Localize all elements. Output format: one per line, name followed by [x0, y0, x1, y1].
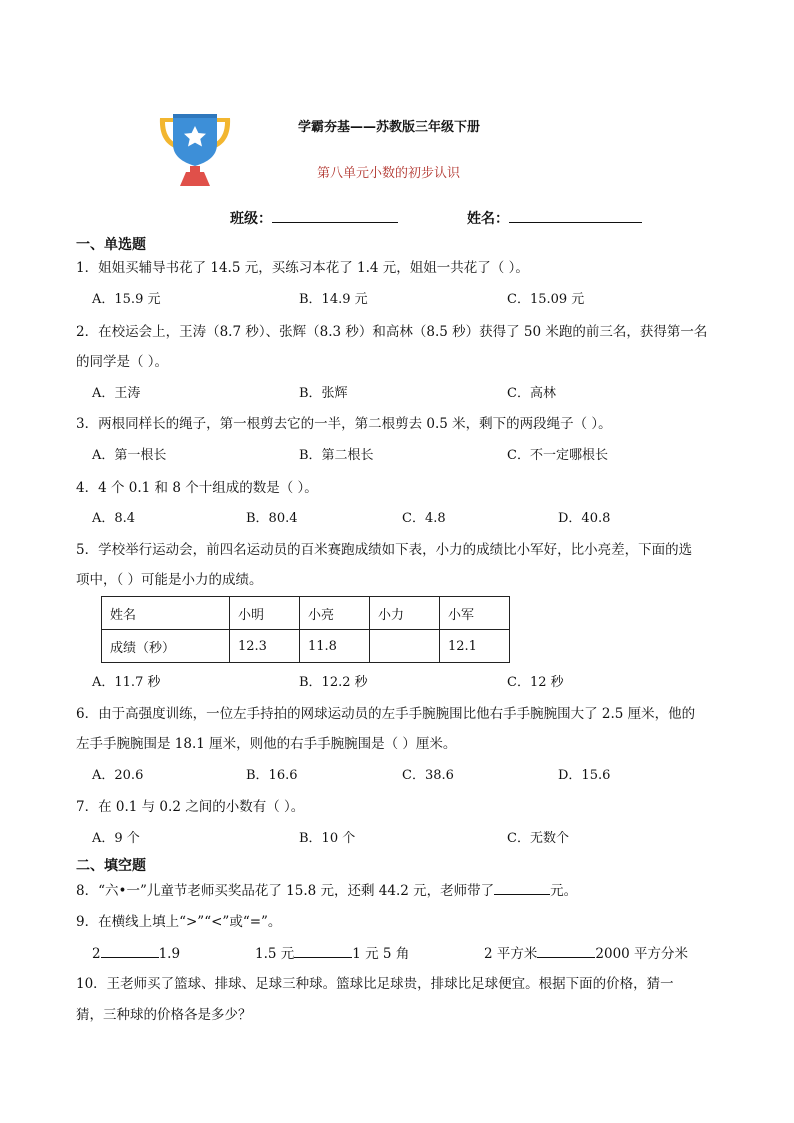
q4-option-d: D．40.8	[558, 511, 611, 526]
q4-stem: 4．4 个 0.1 和 8 个十组成的数是（ ）。	[76, 480, 318, 496]
q9-pair-1-left: 2	[92, 946, 101, 962]
q7-option-c: C．无数个	[507, 831, 569, 846]
section-single-choice: 一、单选题	[76, 237, 146, 253]
q9-pair-3-left: 2 平方米	[484, 946, 538, 962]
q1-option-b: B．14.9 元	[299, 292, 368, 307]
q9-pair-2	[255, 943, 409, 964]
q9-blank-2	[294, 943, 352, 958]
q7-stem: 7．在 0.1 与 0.2 之间的小数有（ ）。	[76, 799, 305, 815]
table-cell: 12.1	[440, 630, 510, 663]
q3-option-b: B．第二根长	[299, 448, 374, 463]
q5-stem-line2: 项中，（ ）可能是小力的成绩。	[76, 572, 263, 588]
table-cell: 小明	[230, 597, 300, 630]
q6-stem-line2: 左手手腕腕围是 18.1 厘米，则他的右手手腕腕围是（ ）厘米。	[76, 736, 457, 752]
q5-stem-line1: 5．学校举行运动会，前四名运动员的百米赛跑成绩如下表，小力的成绩比小军好，比小亮差，下面的选	[76, 542, 693, 558]
class-blank	[272, 208, 398, 223]
q9-pair-1-right: 1.9	[158, 946, 181, 962]
q1-option-c: C．15.09 元	[507, 292, 585, 307]
section-fill-blank: 二、填空题	[76, 858, 146, 874]
q5-option-a: A．11.7 秒	[92, 675, 161, 690]
q6-option-c: C．38.6	[402, 768, 454, 783]
q5-option-c: C．12 秒	[507, 675, 564, 690]
q3-option-a: A．第一根长	[92, 448, 167, 463]
q1-stem: 1．姐姐买辅导书花了 14.5 元，买练习本花了 1.4 元，姐姐一共花了（ ）。	[76, 260, 529, 276]
q9-pair-1	[92, 943, 180, 964]
table-cell: 小军	[440, 597, 510, 630]
q9-pair-2-right: 1 元 5 角	[352, 946, 410, 962]
table-cell: 小力	[370, 597, 440, 630]
q3-stem: 3．两根同样长的绳子，第一根剪去它的一半，第二根剪去 0.5 米，剩下的两段绳子（ ）。	[76, 416, 612, 432]
score-table	[101, 596, 510, 663]
q10-stem-line1: 10．王老师买了篮球、排球、足球三种球。篮球比足球贵，排球比足球便宜。根据下面的价格，猜一	[76, 976, 674, 992]
table-row	[102, 630, 510, 663]
name-blank	[509, 208, 642, 223]
q1-option-a: A．15.9 元	[92, 292, 161, 307]
document-subtitle: 第八单元小数的初步认识	[317, 166, 461, 181]
q2-option-a: A．王涛	[92, 386, 141, 401]
q6-stem-line1: 6．由于高强度训练，一位左手持拍的网球运动员的左手手腕腕围比他右手手腕腕围大了 2.5 厘米，他的	[76, 706, 696, 722]
q10-stem-line2: 猜，三种球的价格各是多少？	[76, 1007, 252, 1023]
q4-option-a: A．8.4	[92, 511, 136, 526]
q5-option-b: B．12.2 秒	[299, 675, 368, 690]
q9-pair-3	[484, 943, 688, 964]
q7-option-a: A．9 个	[92, 831, 140, 846]
q9-blank-1	[101, 943, 159, 958]
q2-stem-line1: 2．在校运会上，王涛（8.7 秒）、张辉（8.3 秒）和高林（8.5 秒）获得了 50 米跑的前三名，获得第一名	[76, 324, 708, 340]
q7-option-b: B．10 个	[299, 831, 356, 846]
table-cell: 12.3	[230, 630, 300, 663]
name-label: 姓名：	[467, 211, 509, 227]
table-cell	[370, 630, 440, 663]
document-title: 学霸夯基——苏教版三年级下册	[298, 120, 481, 135]
table-header-row	[102, 597, 510, 630]
table-cell: 成绩（秒）	[102, 630, 230, 663]
q8-stem-text: 8．“六•一”儿童节老师买奖品花了 15.8 元，还剩 44.2 元，老师带了	[76, 883, 495, 899]
q4-option-b: B．80.4	[246, 511, 298, 526]
class-label: 班级：	[230, 211, 272, 227]
q4-option-c: C．4.8	[402, 511, 446, 526]
name-field	[467, 208, 642, 228]
table-cell: 姓名	[102, 597, 230, 630]
q2-stem-line2: 的同学是（ ）。	[76, 354, 169, 370]
q2-option-b: B．张辉	[299, 386, 348, 401]
class-field	[230, 208, 398, 228]
q8-stem	[76, 880, 577, 901]
q6-option-d: D．15.6	[558, 768, 611, 783]
q6-option-a: A．20.6	[92, 768, 144, 783]
q9-pair-3-right: 2000 平方分米	[595, 946, 689, 962]
q8-stem-unit: 元。	[550, 883, 578, 899]
q9-pair-2-left: 1.5 元	[255, 946, 295, 962]
table-cell: 11.8	[300, 630, 370, 663]
q6-option-b: B．16.6	[246, 768, 298, 783]
q8-answer-blank	[494, 880, 550, 895]
q9-stem: 9．在横线上填上“>”“<”或“=”。	[76, 914, 282, 930]
q2-option-c: C．高林	[507, 386, 556, 401]
table-cell: 小亮	[300, 597, 370, 630]
q3-option-c: C．不一定哪根长	[507, 448, 608, 463]
q9-blank-3	[537, 943, 595, 958]
trophy-icon	[152, 112, 238, 188]
